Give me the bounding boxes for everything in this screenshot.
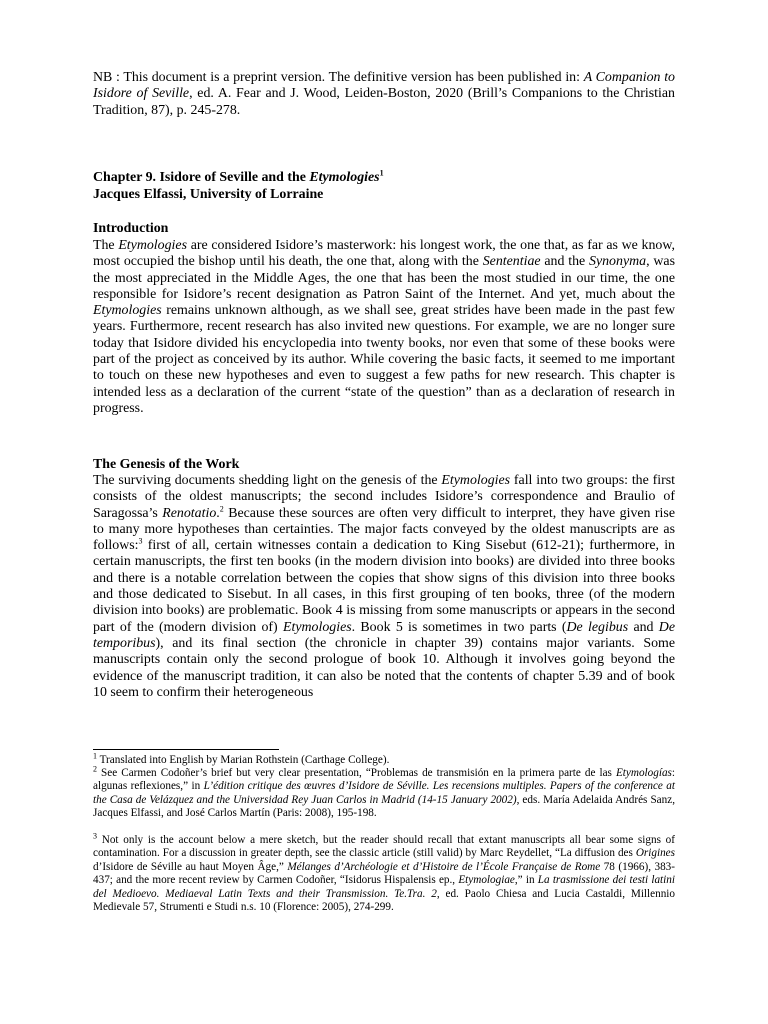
chapter-author: Jacques Elfassi, University of Lorraine (93, 187, 324, 202)
footnote-ref-1: 1 (379, 168, 384, 178)
publication-title: A Companion to Isidore of Seville (93, 70, 675, 102)
genesis-heading: The Genesis of the Work (93, 457, 240, 472)
chapter-title: Chapter 9. Isidore of Seville and the Etymologies$^1$ (93, 168, 384, 185)
footnote-ref-2: 2 (219, 503, 224, 513)
preprint-note: NB : This document is a preprint version. The definitive version has been published in: A Companion to Isidore of Seville, ed. A. Fear and J. Wood, Leiden-Boston, 2020 (Brill’s Companions to the Christian Tradition, 87), p. 245-278. (93, 70, 676, 118)
genesis-paragraph: The surviving documents shedding light on the genesis of the Etymologies fall into two groups: the first consists of the oldest manuscripts; the second includes Isidore’s correspondence and Braulio of Saragossa’s Renotatio.$^2$ Because these sources are often very difficult to interpret, they have given rise to many more hypotheses than certainties. The major facts conveyed by the oldest manuscripts are as follows:$^3$ first of all, certain witnesses contain a dedication to King Sisebut (612-21); furthermore, in certain manuscripts, the first ten books (in the modern division into books) are divided into three books and there is a notable correlation between the copies that show signs of this division into three books and those dedicated to Sisebut. In all cases, in this first grouping of ten books, three (of the modern division into books) are problematic. Book 4 is missing from some manuscripts or appears in the second part of the (modern division of) Etymologies. Book 5 is sometimes in two parts (De legibus and De temporibus), and its final section (the chronicle in chapter 39) contains major variants. Some manuscripts contain only the second prologue of book 10. Although it involves going beyond the evidence of the manuscript tradition, it can also be noted that the contents of chapter 5.39 and of book 10 seem to confirm their heterogeneous (93, 473, 675, 700)
footnote-3: $^3$ Not only is the account below a mere sketch, but the reader should recall that extant manuscripts all bear some signs of contamination. For a discussion in greater depth, see the classic article (still valid) by Marc Reydellet, “La diffusion des Origines d’Isidore de Séville au haut Moyen Âge,” Mélanges d’Archéologie et d’Histoire de l’École Française de Rome 78 (1966), 383-437; and the more recent review by Carmen Codoñer, “Isidorus Hispalensis ep., Etymologiae,” in La trasmissione dei testi latini del Medioevo. Mediaeval Latin Texts and their Transmission. Te.Tra. 2, ed. Paolo Chiesa and Lucia Castaldi, Millennio Medievale 57, Strumenti e Studi n.s. 10 (Florence: 2005), 274-299. (93, 831, 676, 914)
footnote-separator (93, 749, 279, 750)
introduction-heading: Introduction (93, 221, 169, 236)
introduction-paragraph: The Etymologies are considered Isidore’s masterwork: his longest work, the one that, as far as we know, most occupied the bishop until his death, the one that, along with the Sententiae and the Synonyma, was the most appreciated in the Middle Ages, the one that has been the most studied in our time, the one responsible for Isidore’s recent designation as Patron Saint of the Internet. And yet, much about the Etymologies remains unknown although, as we shall see, great strides have been made in the past few years. Furthermore, recent research has also invited new questions. For example, we are no longer sure today that Isidore divided his encyclopedia into twenty books, nor even that some of these books were part of the project as conceived by its author. While covering the basic facts, it seemed to me important to touch on these new hypotheses and even to suggest a few paths for new research. This chapter is intended less as a declaration of the current “state of the question” than as a declaration of research in progress. (93, 238, 675, 416)
footnote-1: $^1$ Translated into English by Marian Rothstein (Carthage College). (93, 751, 390, 766)
footnote-2: $^2$ See Carmen Codoñer’s brief but very clear presentation, “Problemas de transmisión en la primera parte de las Etymologías: algunas reflexiones,” in L’édition critique des œuvres d’Isidore de Séville. Les recensions multiples. Papers of the conference at the Casa de Velázquez and the Universidad Rey Juan Carlos in Madrid (14-15 January 2002), eds. María Adelaida Andrés Sanz, Jacques Elfassi, and José Carlos Martín (Paris: 2008), 195-198. (93, 764, 676, 820)
footnote-ref-3: 3 (138, 536, 143, 546)
